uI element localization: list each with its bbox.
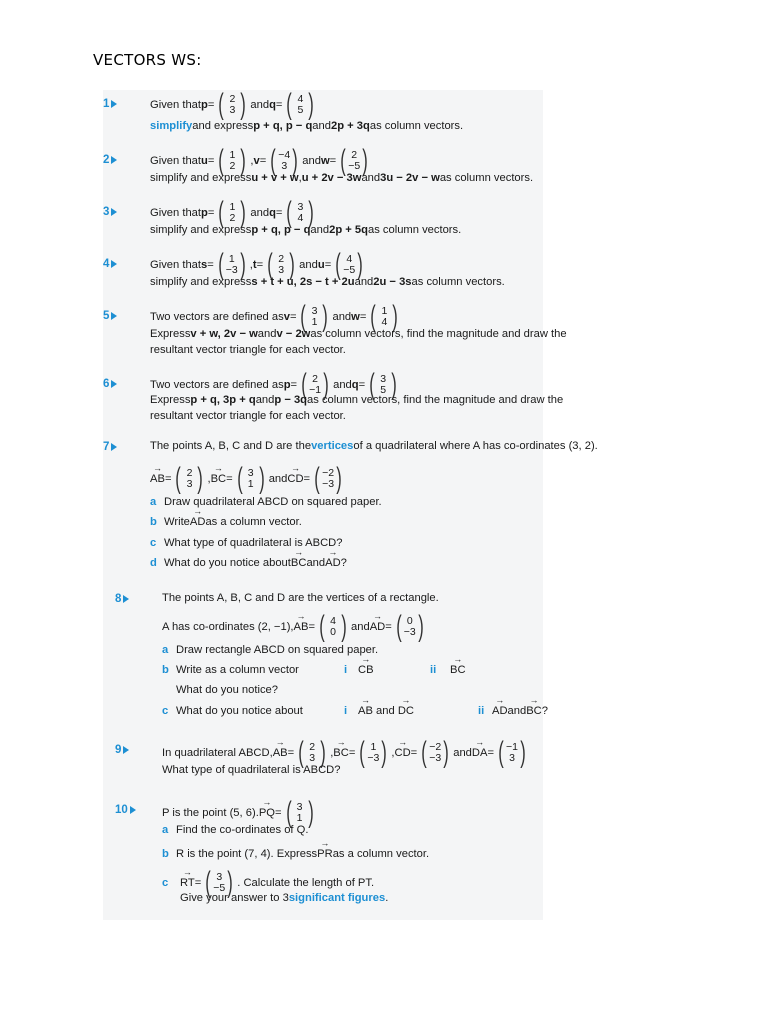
column-vector: ( −2 −3 ) [421, 736, 449, 769]
question-number: 6 [103, 374, 117, 394]
column-vector: ( 3 5 ) [369, 368, 397, 401]
triangle-marker-icon [111, 100, 117, 108]
triangle-marker-icon [111, 312, 117, 320]
column-vector: ( 2 3 ) [267, 248, 295, 281]
question-number: 9 [115, 740, 129, 760]
column-vector: ( 1 2 ) [218, 196, 247, 229]
question-number: 5 [103, 306, 117, 326]
column-vector: ( 3 4 ) [286, 196, 315, 229]
column-vector: ( 3 1 ) [300, 300, 329, 333]
column-vector: ( 1 2 ) [218, 144, 247, 177]
column-vector: ( 4 5 ) [286, 88, 315, 121]
column-vector: ( 2 3 ) [175, 462, 204, 495]
question-number: 4 [103, 254, 117, 274]
triangle-marker-icon [111, 380, 117, 388]
triangle-marker-icon [123, 746, 129, 754]
column-vector: ( −1 3 ) [498, 736, 526, 769]
column-vector: ( 4 −5 ) [335, 248, 363, 281]
column-vector: ( 3 1 ) [285, 796, 314, 829]
triangle-marker-icon [111, 443, 117, 451]
triangle-marker-icon [111, 260, 117, 268]
question-number: 8 [115, 589, 129, 609]
question-number: 1 [103, 94, 117, 114]
column-vector: ( 4 0 ) [319, 610, 347, 643]
question-number: 2 [103, 150, 117, 170]
question-number: 7 [103, 437, 117, 457]
column-vector: ( −2 −3 ) [314, 462, 342, 495]
triangle-marker-icon [111, 156, 117, 164]
question-number: 10 [115, 800, 136, 820]
column-vector: ( 1 4 ) [370, 300, 399, 333]
column-vector: ( 2 −1 ) [301, 368, 329, 401]
column-vector: ( 2 3 ) [298, 736, 326, 769]
column-vector: ( 1 −3 ) [218, 248, 246, 281]
triangle-marker-icon [111, 208, 117, 216]
triangle-marker-icon [130, 806, 136, 814]
triangle-marker-icon [123, 595, 129, 603]
column-vector: ( 3 1 ) [236, 462, 265, 495]
column-vector: ( 3 −5 ) [205, 866, 234, 899]
column-vector: ( 0 −3 ) [396, 610, 424, 643]
column-vector: ( 1 −3 ) [359, 736, 388, 769]
question-number: 3 [103, 202, 117, 222]
worksheet-scan: 1 Given that p = ( 2 3 ) and q = ( 4 5 ) simplify and express p + q, p − q and 2p + 3q as column vectors. 2 Given that u = ( 1 2 ) , v = ( −4 3 ) and w = ( 2 −5 ) simplify and express u + v + w , u + 2v − 3w and 3u − 2v − w as column vectors. 3 Given that p = ( 1 2 ) and q = ( 3 4 ) simplify and express p + q, p − q and 2p + 5q as column vectors. 4 Given that s = ( 1 −3 ) , t = ( 2 3 ) and u = ( 4 −5 ) simplify and express s + t + u, 2s − t + 2u and 2u − 3s as column vectors. 5 Two vectors are defined as v = ( 3 1 ) and w = ( 1 4 ) Express v + w, 2v − w and v − 2w as column vectors, find the magnitude and draw the resultant vector triangle for each vector. 6 Two vectors are defined as p = ( 2 −1 ) and q = ( 3 5 ) Express p + q, 3p + q and p − 3q as column vectors, find the magnitude and draw the resultant vector triangle for each vector. 7 The points A, B, C and D are the vertices of a quadrilateral where A has co-ordinates (3, 2). → AB = ( 2 3 ) , → BC = ( 3 1 ) and → CD = ( −2 −3 ) a Draw quadrilateral ABCD on squared paper. b Write → AD as a column vector. c What type of quadrilateral is ABCD? d What do you notice about → BC and → AD ? 8 The points A, B, C and D are the vertices of a rectangle. A has co-ordinates (2, −1), → AB = ( 4 0 ) and → AD = ( 0 −3 ) a Draw rectangle ABCD on squared paper. b Write as a column vector i → CB ii → BC What do you notice? c What do you notice about i → AB and → DC ii → AD and → BC ? 9 In quadrilateral ABCD, → AB = ( 2 3 ) , → BC = ( 1 −3 ) , → CD = ( −2 −3 ) and → DA = ( −1 3 ) What type of quadrilateral is ABCD? 10 P is the point (5, 6). → PQ = ( 3 1 ) a Find the co-ordinates of Q. b R is the point (7, 4). Express → PR as a column vector. c → RT = ( 3 −5 ) . Calculate the length of PT. Give your answer to 3 significant figures . [103, 90, 543, 920]
column-vector: ( 2 3 ) [218, 88, 247, 121]
worksheet-title: VECTORS WS: [93, 51, 202, 69]
column-vector: ( −4 3 ) [270, 144, 299, 177]
column-vector: ( 2 −5 ) [340, 144, 368, 177]
